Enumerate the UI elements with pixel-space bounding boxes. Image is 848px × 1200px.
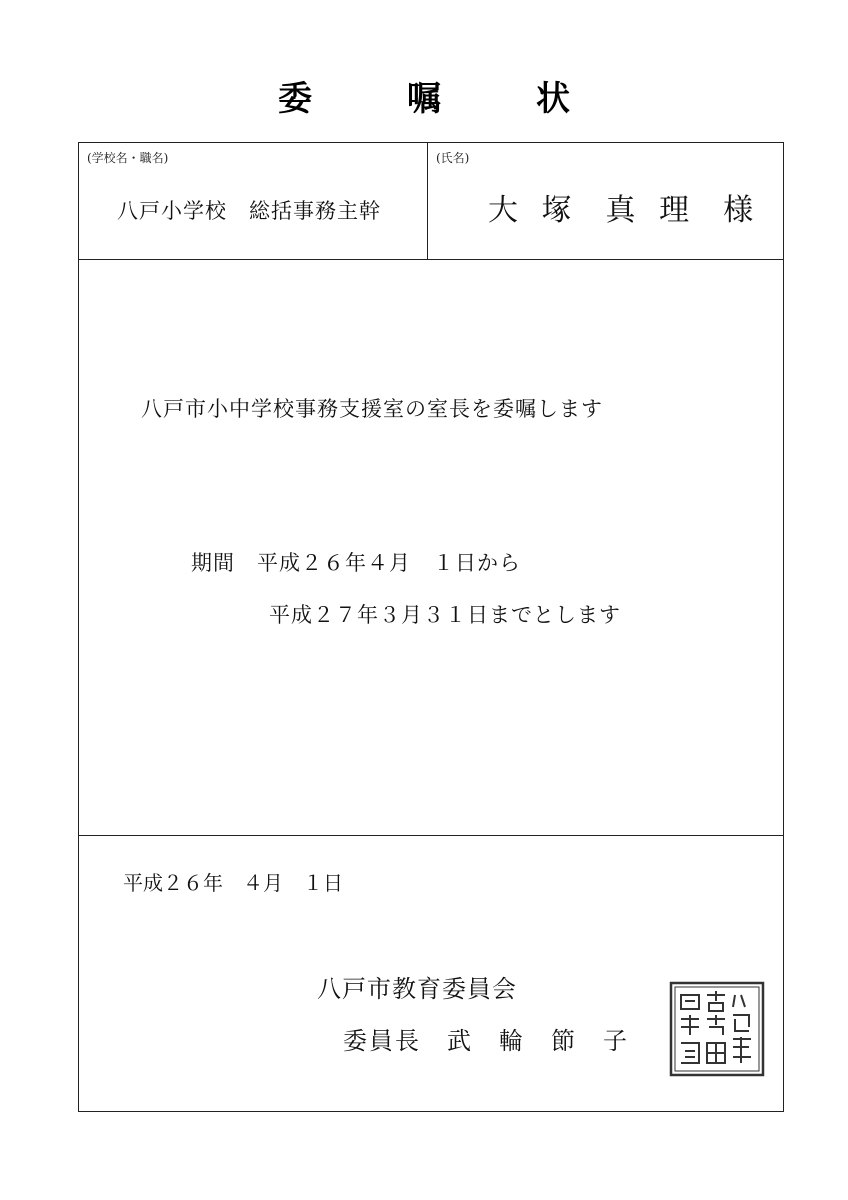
name-label: (氏名) (436, 151, 470, 165)
name-cell (428, 143, 783, 259)
issuer-chair: 委員長 武 輪 節 子 (343, 1027, 629, 1055)
certificate-frame (78, 142, 784, 1112)
document-title (0, 70, 848, 120)
issue-date: 平成２６年 ４月 １日 (123, 871, 343, 895)
period-end: 平成２７年３月３１日までとします (269, 603, 621, 627)
body-section (79, 259, 783, 836)
official-seal-stamp (669, 981, 765, 1077)
school-label: (学校名・職名) (87, 151, 169, 165)
school-cell (79, 143, 428, 259)
school-value: 八戸小学校 総括事務主幹 (117, 199, 381, 223)
header-row (79, 143, 783, 260)
title-char-2: 嘱 (407, 78, 441, 119)
title-char-3: 状 (536, 78, 570, 119)
issuer-organization: 八戸市教育委員会 (317, 975, 517, 1003)
appointment-text: 八戸市小中学校事務支援室の室長を委嘱します (141, 397, 603, 421)
title-char-1: 委 (278, 78, 312, 119)
recipient-name: 大 塚 真 理 様 (488, 193, 756, 228)
period-start: 期間 平成２６年４月 １日から (191, 551, 521, 575)
